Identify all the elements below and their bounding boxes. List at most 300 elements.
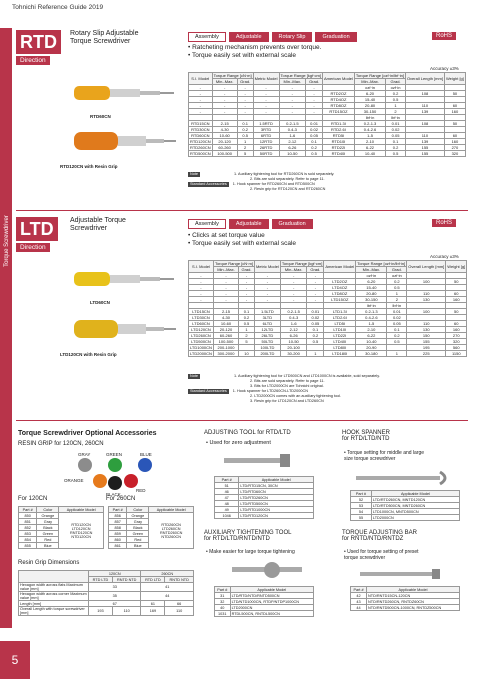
spec-cell: 160: [446, 297, 467, 303]
spec-cell: 0.1: [386, 139, 406, 145]
ltd-col-weight: Weight [g]: [446, 261, 467, 273]
ltd-image1-caption: LTD60CN: [90, 300, 110, 305]
spec-cell: LTD10I: [324, 327, 356, 333]
rtd-col-american: American Model: [323, 73, 355, 85]
spec-cell: -: [307, 291, 324, 297]
adj-title: ADJUSTING TOOL for RTD/LTD: [204, 430, 291, 436]
spec-cell: 160: [444, 139, 465, 145]
spec-cell: 2: [387, 297, 407, 303]
spec-cell: 108: [405, 121, 444, 127]
spec-cell: 60-260: [212, 145, 237, 151]
spec-cell: 3RTD: [253, 127, 279, 133]
spec-cell: 30-150: [356, 297, 387, 303]
spec-cell: 1: [307, 351, 324, 357]
part-number: 861: [109, 543, 127, 549]
spec-cell: 4-30: [212, 127, 237, 133]
aux-sub: • Make easier for large torque tightening: [206, 549, 295, 555]
spec-cell: 6RTD: [253, 133, 279, 139]
spec-cell: 1.5LTD: [254, 309, 280, 315]
aux-title: [204, 530, 291, 542]
spec-cell: 0.2: [306, 145, 323, 151]
spec-cell: 100-500: [213, 339, 238, 345]
spec-cell: RTD1.3I: [323, 121, 355, 127]
spec-cell: 10-50: [280, 339, 307, 345]
ltd-col-length: Overall Length [mm]: [407, 261, 446, 273]
spec-cell: -: [237, 85, 253, 91]
part-number: 53: [351, 503, 372, 509]
aux-title-2: for RTD/LTD/RNTD/NTD: [204, 536, 270, 542]
spec-cell: -: [237, 97, 253, 103]
rtd-col-american-range: Torque Range [ozf·in/lbf·in]: [355, 73, 404, 78]
hook-sub: [344, 450, 424, 462]
spec-cell: 0.05: [306, 133, 323, 139]
spec-cell: -: [237, 91, 253, 97]
rtd-resin-grip-image: [72, 124, 182, 164]
spec-cell: LTD120CN: [189, 327, 214, 333]
grip-color: Gray: [127, 519, 149, 525]
hook-spanner-image: [352, 468, 452, 488]
spec-cell: 0.05: [307, 321, 324, 327]
part-number: 49: [215, 507, 239, 513]
ltd-col-metric-range: Torque Range [kgf·cm]: [281, 261, 323, 266]
spec-cell: 0.1: [237, 121, 253, 127]
rtd-notes: [188, 172, 334, 192]
part-number: 54: [351, 509, 372, 515]
spec-cell: 60: [444, 133, 465, 139]
dim-row-label: Length [mm]: [19, 601, 89, 607]
spec-cell: 1: [237, 139, 253, 145]
spec-row: [189, 351, 467, 357]
spec-cell: 0.05: [386, 133, 406, 139]
ltd-notes: [188, 374, 380, 404]
spec-cell: 0.5: [239, 321, 255, 327]
opt-subtitle: RESIN GRIP for 120CN, 260CN: [18, 441, 104, 447]
model-name: RTD260CN: [161, 522, 181, 527]
rtd-sub: Min.-Max.: [354, 79, 385, 85]
spec-cell: 0.5: [386, 97, 406, 103]
rtd-col-length: Overall Length [mm]: [405, 73, 444, 85]
grip-red-swatch: [124, 474, 138, 488]
spec-cell: 0.4-2.6: [356, 315, 387, 321]
spec-cell: RTD30CN: [189, 127, 213, 133]
spec-cell: 6LTD: [254, 321, 280, 327]
spec-cell: RTD500CN: [190, 151, 211, 156]
side-tab: [0, 28, 12, 628]
spec-cell: -: [189, 91, 213, 97]
spec-cell: 0.1: [239, 309, 255, 315]
spec-cell: 50: [446, 309, 467, 315]
adjusting-bar-image: [356, 566, 446, 582]
dim-cell: 44: [141, 592, 194, 601]
spec-cell: -: [307, 285, 324, 291]
col-part: Part #: [109, 507, 127, 513]
spec-cell: 50: [444, 121, 465, 127]
ltd-col-american-range: Torque Range [ozf·in/lbf·in]: [357, 261, 406, 266]
col-model: Applicable Model: [59, 507, 104, 513]
spec-cell: 0.2: [237, 127, 253, 133]
spec-cell: -: [212, 103, 237, 109]
aux-table: [214, 586, 314, 617]
dim-row-label: Hexagon width across flats Maximum value [mm]: [19, 583, 89, 592]
col-color: Color: [37, 507, 59, 513]
ltd-title: [70, 217, 126, 233]
ltd-bullets: [188, 232, 296, 248]
adj-table: [214, 476, 314, 519]
spec-cell: 108: [405, 91, 444, 97]
rtd-rohs-badge: RoHS: [432, 32, 456, 40]
spec-cell: 560: [446, 345, 467, 351]
spec-cell: LTD260CN: [189, 333, 214, 339]
spec-cell: 2: [237, 145, 253, 151]
col-part: Part #: [215, 587, 231, 593]
rtd-col-weight: Weight [g]: [444, 73, 465, 85]
spec-cell: -: [213, 291, 238, 297]
part-number: 43: [351, 599, 367, 605]
rtd-sub: Min.-Max.: [212, 79, 237, 85]
applicable-model: LTD/RTD500CN: [239, 501, 314, 507]
spec-cell: ozf·in: [387, 273, 407, 279]
ltd-sub: Min.-Max.: [213, 267, 238, 273]
spec-cell: RTD10I: [323, 139, 355, 145]
spec-cell: 60-260: [213, 333, 238, 339]
hook-title-1: HOOK SPANNER: [342, 430, 390, 436]
spec-cell: -: [239, 297, 255, 303]
spec-cell: -: [253, 85, 279, 91]
spec-cell: 26RTD: [253, 145, 279, 151]
dim-col: RNTD NTD: [165, 577, 194, 583]
applicable-model: LTD/RTD120CN: [239, 513, 314, 519]
grip-120-body: [19, 513, 104, 549]
spec-cell: -: [212, 109, 237, 115]
part-number: 855: [19, 543, 37, 549]
grip-green-swatch: [108, 458, 122, 472]
bar-title-1: TORQUE ADJUSTING BAR: [342, 530, 417, 536]
spec-cell: -: [189, 273, 214, 279]
applicable-model: LTD/RTD/NTD/RNTD500CN: [230, 593, 313, 599]
spec-cell: -: [189, 297, 214, 303]
col-model: Applicable Model: [371, 491, 459, 497]
spec-cell: -: [279, 97, 306, 103]
spec-cell: 0.2-1.3: [356, 309, 387, 315]
spec-cell: ozf·in: [354, 85, 385, 91]
part-number: 850: [19, 513, 37, 519]
spec-cell: -: [189, 109, 213, 115]
spec-cell: 6-22: [354, 145, 385, 151]
applicable-model: LTD2000CN: [371, 515, 459, 521]
spec-cell: -: [189, 97, 213, 103]
spec-cell: -: [213, 285, 238, 291]
spec-cell: 0.2: [386, 145, 406, 151]
grip-color: Red: [127, 537, 149, 543]
dim-cell: 110: [165, 607, 194, 616]
spec-cell: -: [189, 285, 214, 291]
spec-cell: 320: [444, 151, 465, 157]
dim-row-label: Overall Length with torque screwdriver [mm]: [19, 607, 89, 616]
spec-cell: 0.05: [387, 321, 407, 327]
spec-cell: 225: [407, 351, 446, 357]
spec-cell: 110: [407, 291, 446, 297]
applicable-models: [149, 513, 194, 549]
dim-cell: 193: [89, 607, 113, 616]
spec-cell: 2-10: [354, 139, 385, 145]
grip-black-label: BLACK: [106, 492, 121, 497]
rtd-spec-table: [188, 72, 466, 157]
grip-color: Green: [127, 531, 149, 537]
spec-cell: -: [279, 109, 306, 115]
dim-cell: 110: [112, 607, 141, 616]
part-number: 858: [109, 525, 127, 531]
applicable-model: LTD/RTD60CN: [239, 489, 314, 495]
spec-cell: 200LTD: [254, 351, 280, 357]
ltd-sub: Grad.: [239, 267, 255, 273]
spec-cell: lbf·in: [356, 303, 387, 309]
ltd-resin-grip-image: [72, 312, 182, 352]
applicable-model: NTD/RNTD15CN-120CN: [367, 593, 460, 599]
ltd-accuracy: Accuracy ±3%: [430, 254, 459, 259]
spec-cell: 6-20: [356, 279, 387, 285]
spec-cell: 12LTD: [254, 327, 280, 333]
spec-cell: 130: [407, 327, 446, 333]
ltd-note-1: 1. Auxiliary tightening tool for LTD500CN and LTD1000CN is available, sold separately.: [234, 374, 380, 378]
hook-title: [342, 430, 390, 442]
rtd-sub: Grad.: [306, 79, 323, 85]
spec-cell: 60: [446, 321, 467, 327]
part-number: 854: [19, 537, 37, 543]
spec-cell: 2-12: [279, 139, 306, 145]
aux-title-1: AUXILIARY TIGHTENING TOOL: [204, 530, 292, 536]
spec-cell: 0.2: [386, 91, 406, 97]
dim-group-120: 120CN: [89, 571, 141, 577]
grip-color: Black: [37, 525, 59, 531]
spec-cell: 320: [446, 339, 467, 345]
spec-cell: 155: [405, 145, 444, 151]
for-120cn-label: For 120CN: [18, 496, 48, 502]
spec-cell: -: [253, 97, 279, 103]
col-model: Applicable Model: [239, 477, 314, 483]
spec-cell: -: [213, 273, 238, 279]
rtd-screwdriver-image: [72, 76, 182, 118]
spec-cell: LTD500CN: [189, 339, 214, 345]
spec-cell: LTD2000CN: [190, 351, 212, 356]
grip-gray-swatch: [78, 458, 92, 472]
grip-color: Red: [37, 537, 59, 543]
part-number: 55: [351, 515, 372, 521]
part-number: 51: [215, 483, 239, 489]
spec-cell: -: [253, 91, 279, 97]
spec-cell: 0.5: [307, 339, 324, 345]
spec-cell: 20-120: [213, 327, 238, 333]
spec-cell: 1-5: [356, 321, 387, 327]
ltd-sub: Grad.: [307, 267, 324, 273]
dim-cell: 33: [89, 583, 141, 592]
ltd-note-label: Note: [190, 374, 199, 378]
grip-color: Green: [37, 531, 59, 537]
spec-cell: 110: [405, 103, 444, 109]
spec-cell: 0.2: [387, 333, 407, 339]
grip-color: Blue: [37, 543, 59, 549]
spec-cell: 1: [387, 291, 407, 297]
spec-cell: LTD2.6I: [324, 315, 356, 321]
ltd-tab-graduation: Graduation: [272, 219, 313, 229]
model-name: LTD260CN: [161, 526, 181, 531]
rtd-accuracy: Accuracy ±3%: [430, 66, 459, 71]
spec-cell: 130: [407, 297, 446, 303]
spec-cell: 5: [237, 151, 253, 157]
rtd-sub: Grad.: [386, 79, 406, 85]
rtd-std-1: 1. Hook spanner for RTD260CN and RTD500CN: [232, 182, 315, 186]
spec-cell: 0.5: [386, 151, 406, 157]
rtd-sub: Grad.: [237, 79, 253, 85]
dim-cell: 41: [141, 583, 194, 592]
applicable-model: LTD/RTD260CN: [239, 495, 314, 501]
spec-cell: ozf·in: [386, 85, 406, 91]
part-number: 860: [109, 537, 127, 543]
spec-cell: 50: [444, 91, 465, 97]
spec-cell: LTD60CN: [189, 321, 214, 327]
spec-cell: 20-100: [280, 345, 307, 351]
dim-cell: 169: [141, 607, 165, 616]
ltd-sub: Grad.: [387, 267, 407, 273]
spec-cell: 5: [239, 339, 255, 345]
spec-cell: 1: [239, 327, 255, 333]
spec-cell: 1150: [446, 351, 467, 357]
spec-cell: 0.01: [307, 309, 324, 315]
spec-cell: 60: [446, 291, 467, 297]
part-number: 48: [215, 501, 239, 507]
spec-cell: 50RTD: [253, 151, 279, 157]
rtd-col-si-range: Torque Range [cN·m]: [213, 73, 252, 78]
col-part: Part #: [215, 477, 239, 483]
spec-cell: 270: [444, 145, 465, 151]
spec-cell: 26LTD: [254, 333, 280, 339]
side-tab-label: Torque Screwdriver: [4, 215, 10, 267]
bar-title-2: for RNTD/NTD/RNTDZ: [342, 536, 404, 542]
spec-cell: -: [239, 279, 255, 285]
spec-cell: -: [280, 279, 307, 285]
rtd-table-body: [189, 85, 466, 157]
ltd-col-american: American Model: [324, 261, 356, 273]
spec-cell: -: [280, 273, 307, 279]
spec-cell: LTD8OZ: [324, 291, 356, 297]
ltd-std-1: 1. Hook spanner for LTD260CN-LTD2000CN: [232, 389, 308, 393]
ltd-col-metric: Metric Model: [254, 261, 280, 273]
spec-cell: 60: [444, 103, 465, 109]
adjusting-tool-image: [220, 450, 300, 472]
rtd-bullet-2: • Torque easily set with external scale: [188, 52, 297, 59]
spec-cell: -: [307, 297, 324, 303]
spec-cell: -: [280, 291, 307, 297]
spec-cell: 6-22: [356, 333, 387, 339]
spec-cell: RTD120CN: [190, 139, 211, 144]
hook-title-2: for RTD/LTD/NTD: [342, 436, 390, 442]
ltd-title-line2: Screwdriver: [70, 225, 107, 232]
spec-cell: 150: [407, 333, 446, 339]
spec-cell: -: [239, 291, 255, 297]
spec-cell: -: [189, 85, 213, 91]
col-part: Part #: [351, 587, 367, 593]
applicable-models: [59, 513, 104, 549]
spec-cell: 0.1: [387, 327, 407, 333]
spec-cell: -: [212, 97, 237, 103]
for-260cn-label: For 260CN: [106, 496, 136, 502]
spec-cell: 10-40: [356, 339, 387, 345]
spec-cell: 0.5: [387, 285, 407, 291]
rtd-col-metric: Metric Model: [253, 73, 279, 85]
dim-col: RNTD NTD: [112, 577, 141, 583]
ltd-divider: [16, 420, 468, 421]
dim-col: RTD LTD: [141, 577, 165, 583]
spec-cell: 110: [407, 321, 446, 327]
spec-cell: 1: [387, 351, 407, 357]
spec-cell: 10-60: [212, 133, 237, 139]
grip-color: Orange: [127, 513, 149, 519]
ltd-tabs: [188, 219, 313, 229]
spec-cell: LTD4OZ: [324, 285, 356, 291]
spec-cell: -: [189, 103, 213, 109]
ltd-rohs-badge: RoHS: [432, 219, 456, 227]
spec-cell: 100: [407, 309, 446, 315]
part-number: 52: [351, 497, 372, 503]
spec-cell: 10-40: [354, 151, 385, 157]
bar-table: [350, 586, 460, 611]
applicable-model: NTD/RNTD260CN, RNTDZ60CN: [367, 599, 460, 605]
spec-cell: 12RTD: [253, 139, 279, 145]
rtd-code: RTD: [16, 30, 61, 54]
grip-green-label: GREEN: [106, 452, 123, 457]
applicable-model: NTD/RNTD500CN-1000CN, RNTDZ500CN: [367, 605, 460, 611]
grip-blue-swatch: [138, 458, 152, 472]
grip-260-body: [109, 513, 194, 549]
spec-cell: 10-60: [213, 321, 238, 327]
spec-cell: 0.4-3: [280, 315, 307, 321]
bar-title: [342, 530, 417, 542]
part-number: 851: [19, 519, 37, 525]
spec-cell: -: [280, 297, 307, 303]
table-row: [215, 611, 314, 617]
spec-cell: 0.02: [386, 127, 406, 133]
spec-cell: 0.2: [307, 333, 324, 339]
spec-cell: -: [307, 279, 324, 285]
ltd-col-si-range: Torque Range [cN·m]: [214, 261, 253, 266]
spec-cell: 155: [405, 151, 444, 157]
rtd-col-si: S.I. Model: [189, 73, 213, 85]
model-name: NTD120CN: [71, 534, 91, 539]
grip-orange-label: ORANGE: [64, 478, 84, 483]
table-row: [351, 515, 460, 521]
opt-title: Torque Screwdriver Optional Accessories: [18, 430, 157, 437]
spec-cell: 2: [386, 109, 406, 115]
rtd-tabs: [188, 32, 357, 42]
rtd-tab-adjustable: Adjustable: [229, 32, 269, 42]
spec-cell: -: [213, 279, 238, 285]
spec-cell: -: [254, 291, 280, 297]
bar-sub-1: • Used for torque setting of preset: [344, 549, 419, 555]
part-number: 857: [109, 519, 127, 525]
ltd-col-si: S.I. Model: [189, 261, 214, 273]
spec-cell: -: [306, 91, 323, 97]
dim-title: Resin Grip Dimensions: [18, 560, 80, 566]
spec-cell: 155: [407, 339, 446, 345]
spec-cell: RTD2OZ: [323, 91, 355, 97]
spec-cell: LTD15CN: [189, 309, 214, 315]
spec-cell: 0.4-3: [279, 127, 306, 133]
part-number: 31: [215, 593, 231, 599]
spec-cell: -: [213, 297, 238, 303]
adj-sub: • Used for zero adjustment: [206, 440, 271, 446]
spec-cell: 15-40: [356, 285, 387, 291]
spec-cell: RTD22I: [323, 145, 355, 151]
spec-cell: RTD260CN: [190, 145, 211, 150]
